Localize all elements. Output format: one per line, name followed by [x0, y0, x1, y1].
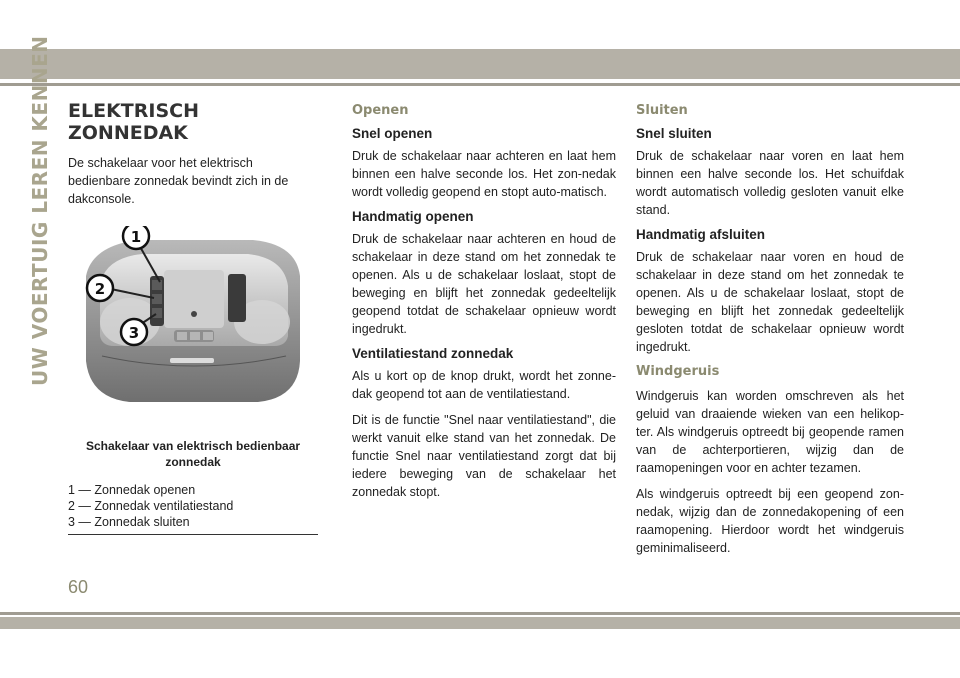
heading-ventilatiestand: Ventilatiestand zonnedak [352, 346, 514, 361]
top-band [0, 49, 960, 79]
sidebar-title-text: UW VOERTUIG LEREN KENNEN [28, 35, 52, 386]
top-rule [0, 83, 960, 86]
paragraph: Als windgeruis optreedt bij een geopend zon-nedak, wijzig dan de zonnedakopening of een raamopening. Hierdoor wordt het windgeruis geminimaliseerd. [636, 487, 904, 555]
bottom-band [0, 617, 960, 629]
page-number: 60 [68, 577, 89, 597]
paragraph: Druk de schakelaar naar voren en laat hem binnen een halve seconde los. Het schuifdak wordt automatisch volledig gesloten vanuit elke stand. [636, 149, 904, 217]
paragraph: Als u kort op de knop drukt, wordt het zonne-dak geopend tot aan de ventilatiestand. [352, 369, 616, 401]
sidebar-section-title [28, 35, 54, 386]
callout-3: 3 [128, 324, 140, 342]
page-title: ELEKTRISCH ZONNEDAK [68, 100, 199, 144]
figure-caption: Schakelaar van elektrisch bedienbaar zonnedak [85, 439, 301, 469]
heading-snel-sluiten: Snel sluiten [636, 126, 712, 141]
legend-item: 3 — Zonnedak sluiten [68, 515, 190, 529]
sunroof-switch-illustration [78, 226, 308, 416]
section-title-openen: Openen [352, 103, 409, 118]
callout-2: 2 [94, 280, 106, 298]
bottom-rule [0, 612, 960, 615]
section-title-sluiten: Sluiten [636, 103, 688, 118]
legend-item: 1 — Zonnedak openen [68, 483, 196, 497]
paragraph: Druk de schakelaar naar voren en houd de schakelaar in deze stand om het zonnedak te openen. Als u de schakelaar loslaat, stopt de beweging en blijft het zonnedak gedeeltelijk gesloten totdat de schakelaar opnieuw wordt ingedrukt. [636, 250, 904, 354]
paragraph: Druk de schakelaar naar achteren en houd de schakelaar in deze stand om het zonnedak te openen. Als u de schakelaar loslaat, stopt de beweging en blijft het zonnedak gedeeltelijk geopend totdat de schakelaar opnieuw wordt ingedrukt. [352, 232, 616, 336]
figure-legend [68, 482, 318, 535]
paragraph: Druk de schakelaar naar achteren en laat hem binnen een halve seconde los. Het zon-nedak wordt volledig geopend en stopt auto-matisch. [352, 149, 616, 199]
column-right [636, 100, 904, 565]
callout-1: 1 [130, 228, 142, 246]
legend-item: 2 — Zonnedak ventilatiestand [68, 499, 234, 513]
section-title-windgeruis: Windgeruis [636, 364, 720, 379]
column-left [68, 100, 318, 535]
heading-handmatig-openen: Handmatig openen [352, 209, 474, 224]
heading-handmatig-afsluiten: Handmatig afsluiten [636, 227, 766, 242]
column-middle [352, 100, 616, 509]
paragraph: Windgeruis kan worden omschreven als het geluid van draaiende wieken van een helikop-ter. Als windgeruis optreedt bij geopende ramen van de achterportieren, wijzig dan de raamopeningen voor en achter tezamen. [636, 389, 904, 475]
intro-text: De schakelaar voor het elektrisch bedienbare zonnedak bevindt zich in de dakconsole. [68, 156, 289, 206]
paragraph: Dit is de functie "Snel naar ventilatiestand", die werkt vanuit elke stand van het zonnedak. De functie Snel naar ventilatiestand zorgt dat bij iedere beweging van de schakelaar het zonnedak stopt. [352, 413, 616, 499]
heading-snel-openen: Snel openen [352, 126, 433, 141]
